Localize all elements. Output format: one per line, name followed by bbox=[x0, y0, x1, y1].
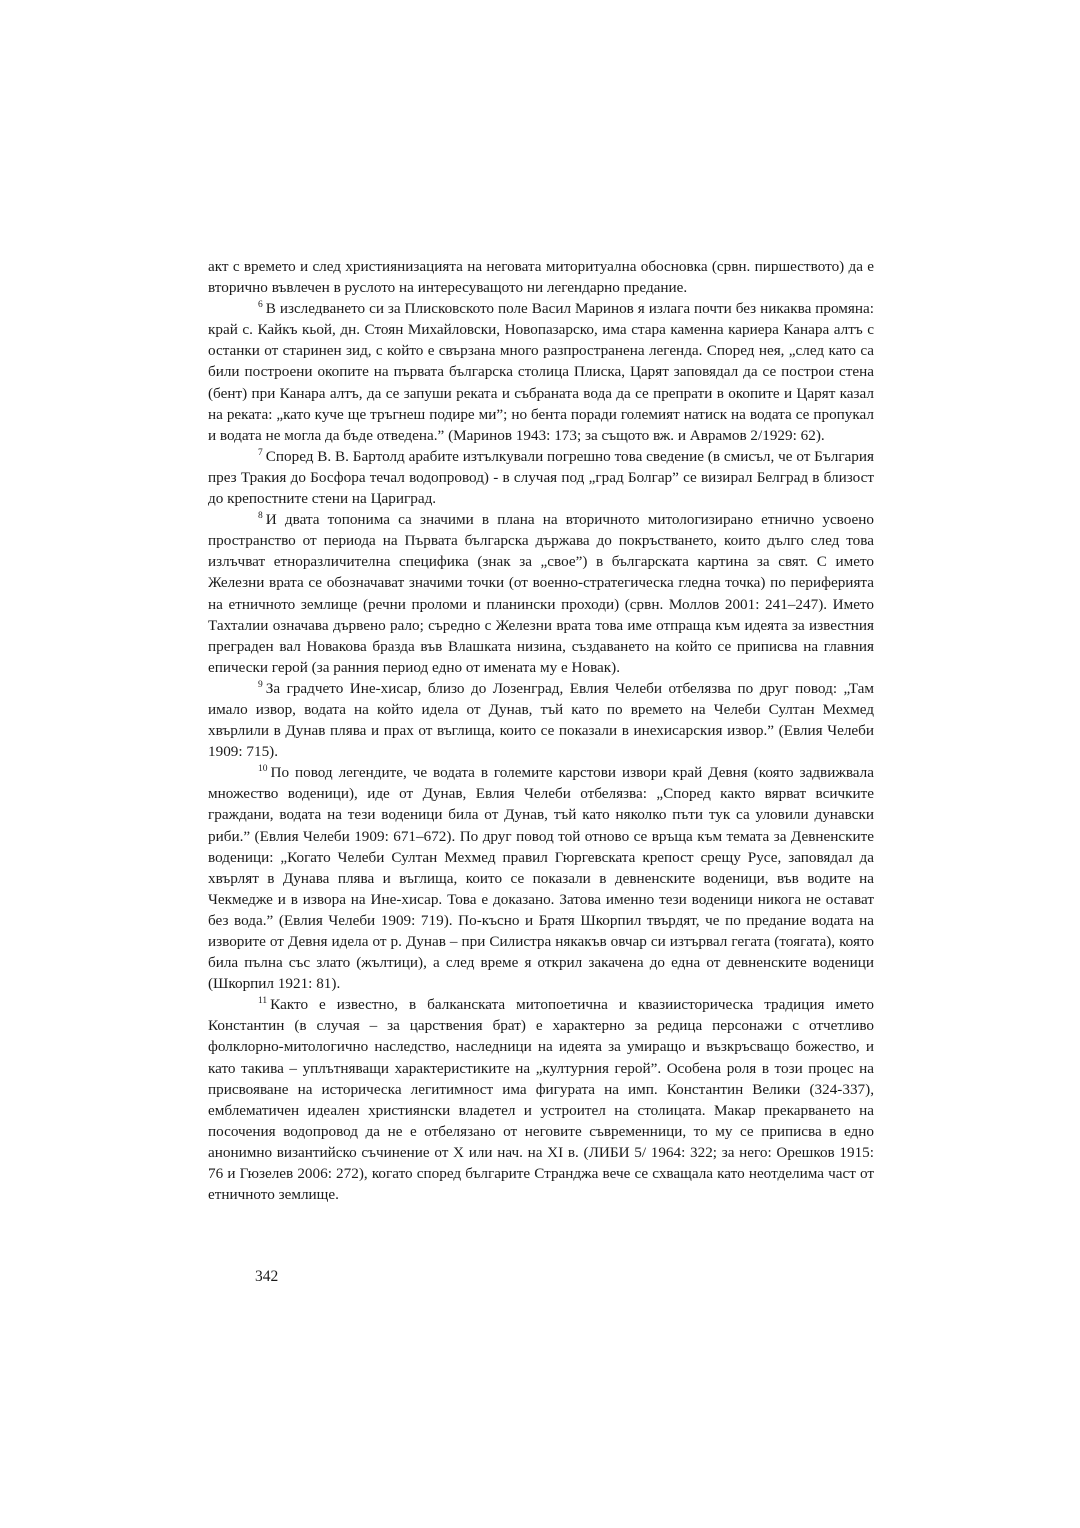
footnote-text: Според В. В. Бартолд арабите изтълкували погрешно това сведение (в смисъл, че от България през Тракия до Босфора течал водопровод) - в случая под „град Болгар” се визирал Белград в близост до крепостните стени на Цариград. bbox=[208, 447, 874, 508]
footnote-9 bbox=[208, 678, 874, 762]
footnote-11 bbox=[208, 994, 874, 1205]
footnote-number: 8 bbox=[258, 511, 263, 522]
footnote-text: В изследването си за Плисковското поле Васил Маринов я излага почти без никаква промяна: край с. Кайкъ кьой, дн. Стоян Михайловски, Новопазарско, има стара каменна кариера Канара алтъ с останки от старинен зид, с който е свързана много разпространена легенда. Според нея, „след като са били построени окопите на първата българска столица Плиска, Царят заповядал да се построи стена (бент) при Канара алтъ, да се запуши реката и събраната вода да се препрати в окопите и Царят казал на реката: „като куче ще тръгнеш подире ми”; но бента поради големият натиск на водата се пропукал и водата не могла да бъде отведена.” (Маринов 1943: 173; за същото вж. и Аврамов 2/1929: 62). bbox=[208, 300, 874, 444]
footnote-number: 6 bbox=[258, 300, 263, 311]
footnote-text: Както е известно, в балканската митопоетична и квазиисторическа традиция името Константин (в случая – за царствения брат) е характерно за редица персонажи с отчетливо фолклорно-митологично наследство, наследници на идеята за умиращо и възкръсващо божество, и като такива – уплътняващи характеристиките на „културния герой”. Особена роля в този процес на присвояване на историческа легитимност има фигурата на имп. Константин Велики (324-337), емблематичен идеален християнски владетел и устроител на столицата. Макар прекарването на посочения водопровод да не е отбелязано от неговите съвременници, то му се приписва в едно анонимно византийско съчинение от X или нач. на XI в. (ЛИБИ 5/ 1964: 322; за него: Орешков 1915: 76 и Гюзелев 2006: 272), когато според българите Странджа вече се схващала като неотделима част от етничното землище. bbox=[208, 996, 874, 1204]
footnote-8 bbox=[208, 509, 874, 678]
page-number: 342 bbox=[255, 1268, 279, 1285]
footnote-10 bbox=[208, 762, 874, 994]
footnote-number: 7 bbox=[258, 447, 263, 458]
page-body bbox=[208, 256, 874, 1205]
continuation-paragraph: акт с времето и след християнизацията на неговата миторитуална обосновка (срвн. пиршеството) да е вторично въвлечен в руслото на интересуващото ни легендарно предание. bbox=[208, 258, 874, 297]
footnote-text: За градчето Ине-хисар, близо до Лозенград, Евлия Челеби отбелязва по друг повод: „Там имало извор, водата на който идела от Дунав, тъй като по времето на Челеби Султан Мехмед хвърлили в Дунав плява и прах от въглища, които се показали в инехисарския извор.” (Евлия Челеби 1909: 715). bbox=[208, 679, 874, 761]
footnote-number: 11 bbox=[258, 996, 268, 1007]
footnote-6 bbox=[208, 298, 874, 446]
footnote-text: По повод легендите, че водата в големите карстови извори край Девня (която задвижвала множество воденици), иде от Дунав, Евлия Челеби отбелязва: „Според както вярват всичките граждани, водата на тези воденици била от Дунав, тъй като няколко пъти тук са уловили дунавски риби.” (Евлия Челеби 1909: 671–672). По друг повод той отново се връща към темата за Девненските воденици: „Когато Челеби Султан Мехмед правил Гюргевската крепост срещу Русе, заповядал да хвърлят в Дунава плява и въглища, които се показали в девненските воденици, във водите на Чекмедже и в извора на Ине-хисар. Това е доказано. Затова именно тези воденици никога не остават без вода.” (Евлия Челеби 1909: 719). По-късно и Братя Шкорпил твърдят, че по предание водата на изворите от Девня идела от р. Дунав – при Силистра някакъв овчар си изтървал гегата (тоягата), която била пълна със злато (жълтици), а след време я открил закачена до една от девненските воденици (Шкорпил 1921: 81). bbox=[208, 764, 874, 993]
footnote-7 bbox=[208, 446, 874, 509]
footnote-number: 9 bbox=[258, 679, 263, 690]
footnote-text: И двата топонима са значими в плана на вторичното митологизирано етнично усвоено пространство от периода на Първата българска държава до покръстването, които дълго след това излъчват етноразличителна специфика (знак за „свое”) в българската картина за свят. С името Железни врата се обозначават значими точки (от военно-стратегическа гледна точка) по периферията на етничното землище (речни проломи и планински проходи) (срвн. Моллов 2001: 241–247). Името Тахталии означава дървено рало; съредно с Железни врата това име отпраща към идеята за известния преграден вал Новакова бразда във Влашката низина, създаването на който се приписва на главния епически герой (за ранния период едно от имената му е Новак). bbox=[208, 511, 874, 676]
footnote-number: 10 bbox=[258, 764, 268, 775]
